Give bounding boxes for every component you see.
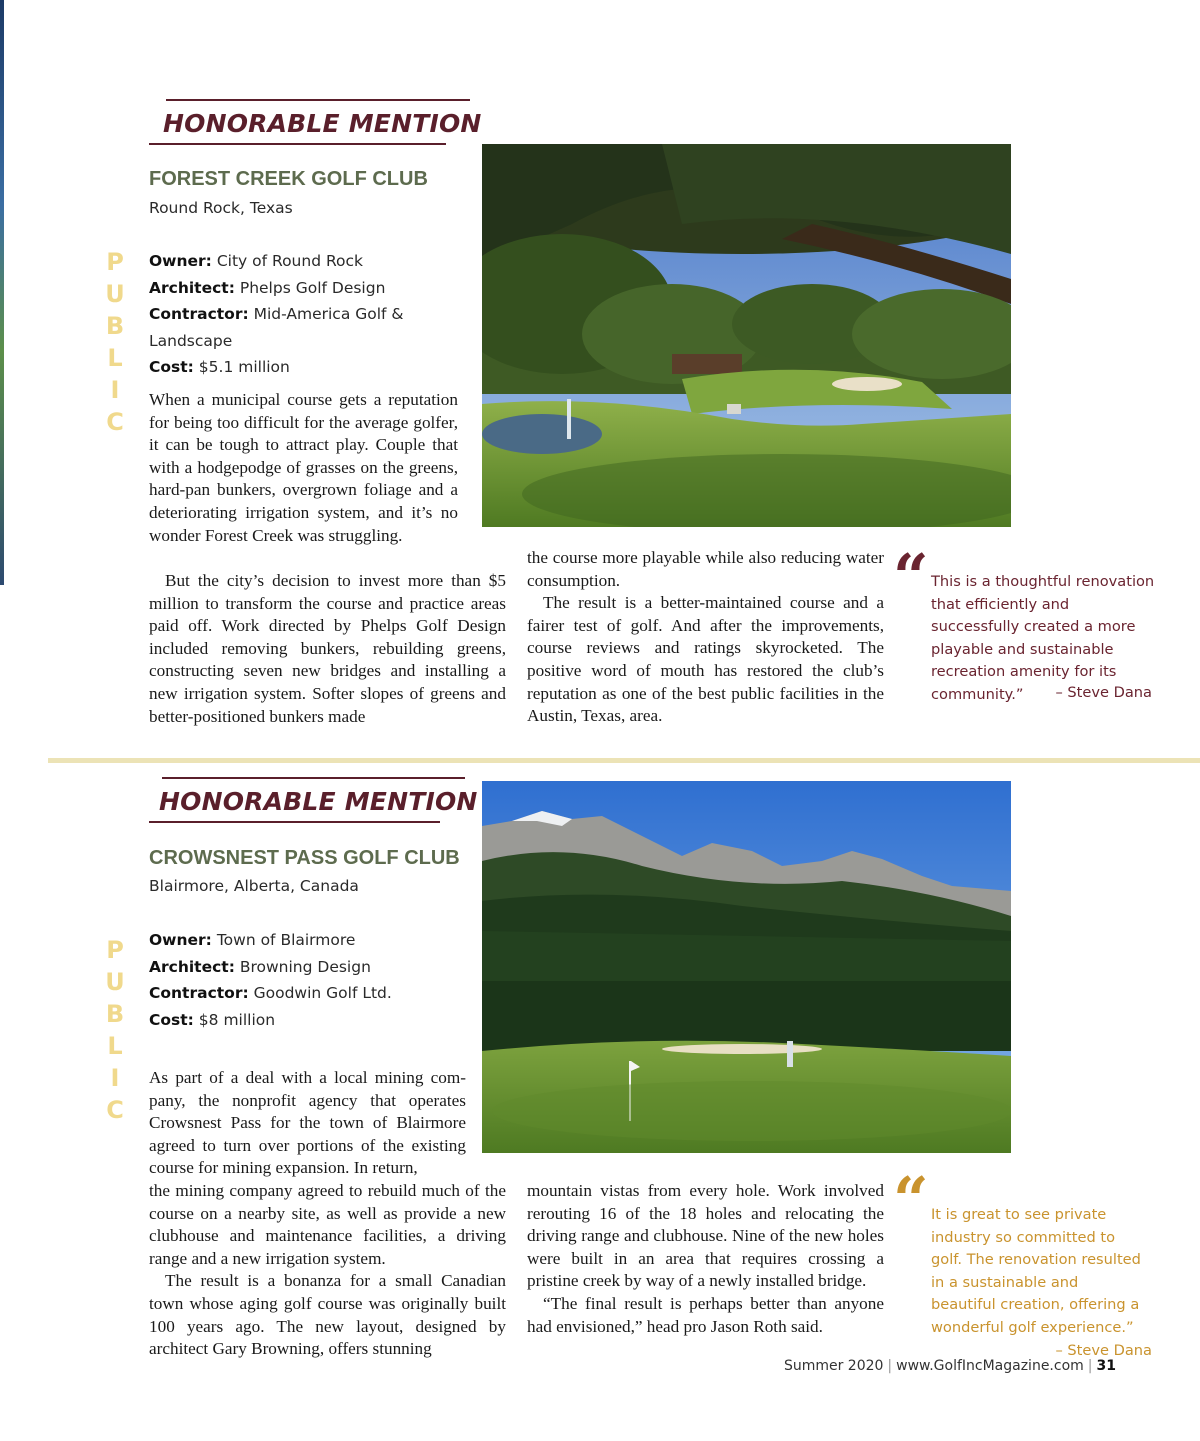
quote-attribution: – Steve Dana (1055, 684, 1152, 701)
section-heading: HONORABLE MENTION (159, 787, 478, 816)
category-letter: P (106, 936, 124, 964)
fact-contractor: Contractor: Mid-America Golf & Landscape (149, 305, 404, 350)
heading-rule-bottom (149, 143, 446, 145)
paragraph: mountain vistas from every hole. Work involved rerouting 16 of the 18 holes and relocating the driving range and clubhouse. Nine of the new holes were built in an area that requires crossing a pristine creek by way of a newly installed bridge. (527, 1181, 884, 1291)
category-letter: C (106, 1096, 124, 1124)
paragraph: the course more playable while also reducing water consumption. (527, 548, 884, 590)
article-column-2 (527, 1180, 884, 1338)
paragraph: When a municipal course gets a reputation for being too difficult for the average golfer, it can be tough to attract play. Couple that with a hodgepodge of grasses on the greens, hard-pan bunkers, overgrown foliage and a deteriorating irrigation system, and it’s no wonder Forest Creek was struggling. (149, 390, 458, 545)
footer-separator: | (1087, 1358, 1093, 1374)
article-column-1-continued (149, 570, 506, 728)
club-location: Blairmore, Alberta, Canada (149, 877, 359, 895)
project-facts (149, 248, 409, 381)
fact-architect: Architect: Browning Design (149, 957, 371, 976)
category-label-public (104, 934, 126, 1126)
quote-mark-icon: “ (893, 1163, 929, 1236)
category-letter: B (105, 312, 125, 340)
project-facts (149, 927, 449, 1033)
category-letter: C (106, 408, 124, 436)
pull-quote: This is a thoughtful renovation that efficiently and successfully created a more playable and sustainable recreation amenity for its community.” (931, 573, 1155, 703)
category-letter: U (105, 968, 125, 996)
category-letter: L (107, 344, 123, 372)
page-footer (784, 1358, 1116, 1374)
paragraph: “The final result is perhaps better than anyone had envisioned,” head pro Jason Roth said. (527, 1293, 884, 1336)
category-letter: U (105, 280, 125, 308)
fact-owner: Owner: Town of Blairmore (149, 931, 356, 949)
fact-cost: Cost: $5.1 million (149, 358, 290, 376)
course-photo-forest-creek (482, 144, 1011, 527)
category-letter: L (107, 1032, 123, 1060)
category-letter: P (106, 248, 124, 276)
heading-rule-top (162, 777, 465, 779)
course-photo-crowsnest-pass (482, 781, 1011, 1153)
section-divider (48, 758, 1200, 763)
article-column-1 (149, 1067, 466, 1180)
fact-contractor: Contractor: Goodwin Golf Ltd. (149, 984, 392, 1002)
article-column-1 (149, 389, 458, 547)
fact-architect: Architect: Phelps Golf Design (149, 278, 386, 297)
paragraph: The result is a better-maintained course and a fairer test of golf. And after the improvements, course reviews and ratings skyrocketed. The positive word of mouth has restored the club’s reputation as one of the best public facilities in the Austin, Texas, area. (527, 593, 884, 726)
heading-rule-top (166, 99, 470, 101)
category-label-public (104, 246, 126, 438)
page-number: 31 (1096, 1358, 1116, 1374)
pull-quote: It is great to see private industry so committed to golf. The renovation resulted in a sustainable and beautiful creation, offering a wonderful golf experience.” (931, 1206, 1141, 1336)
footer-separator: | (887, 1358, 893, 1374)
heading-rule-bottom (149, 821, 440, 823)
paragraph: the mining company agreed to rebuild much of the course on a nearby site, as well as provide a new clubhouse and maintenance facilities, a driving range and a new irrigation system. (149, 1181, 506, 1268)
adjacent-page-edge (0, 0, 4, 585)
article-column-1-continued (149, 1180, 506, 1361)
category-letter: B (105, 1000, 125, 1028)
category-letter: I (110, 1064, 120, 1092)
paragraph: As part of a deal with a local mining company, the nonprofit agency that operates Crowsnest Pass for the town of Blairmore agreed to turn over portions of the existing course for mining expansion. In return, (149, 1068, 466, 1178)
club-name: CROWSNEST PASS GOLF CLUB (149, 847, 460, 869)
section-heading: HONORABLE MENTION (163, 109, 482, 138)
quote-mark-icon: “ (893, 540, 929, 613)
footer-website[interactable]: www.GolfIncMagazine.com (896, 1358, 1084, 1374)
paragraph: But the city’s decision to invest more than $5 million to transform the course and practice areas paid off. Work directed by Phelps Golf Design included removing bunkers, rebuilding greens, constructing seven new bridges and installing a new irrigation system. Softer slopes of greens and better-positioned bunkers made (149, 571, 506, 726)
club-location: Round Rock, Texas (149, 199, 293, 217)
quote-attribution: – Steve Dana (1055, 1342, 1152, 1359)
fact-cost: Cost: $8 million (149, 1010, 276, 1029)
footer-issue: Summer 2020 (783, 1358, 884, 1374)
paragraph: The result is a bonanza for a small Canadian town whose aging golf course was originally built 100 years ago. The new layout, designed by architect Gary Browning, offers stunning (149, 1271, 506, 1359)
category-letter: I (110, 376, 120, 404)
club-name: FOREST CREEK GOLF CLUB (149, 168, 428, 190)
article-column-2 (527, 547, 884, 728)
fact-owner: Owner: City of Round Rock (149, 252, 364, 270)
